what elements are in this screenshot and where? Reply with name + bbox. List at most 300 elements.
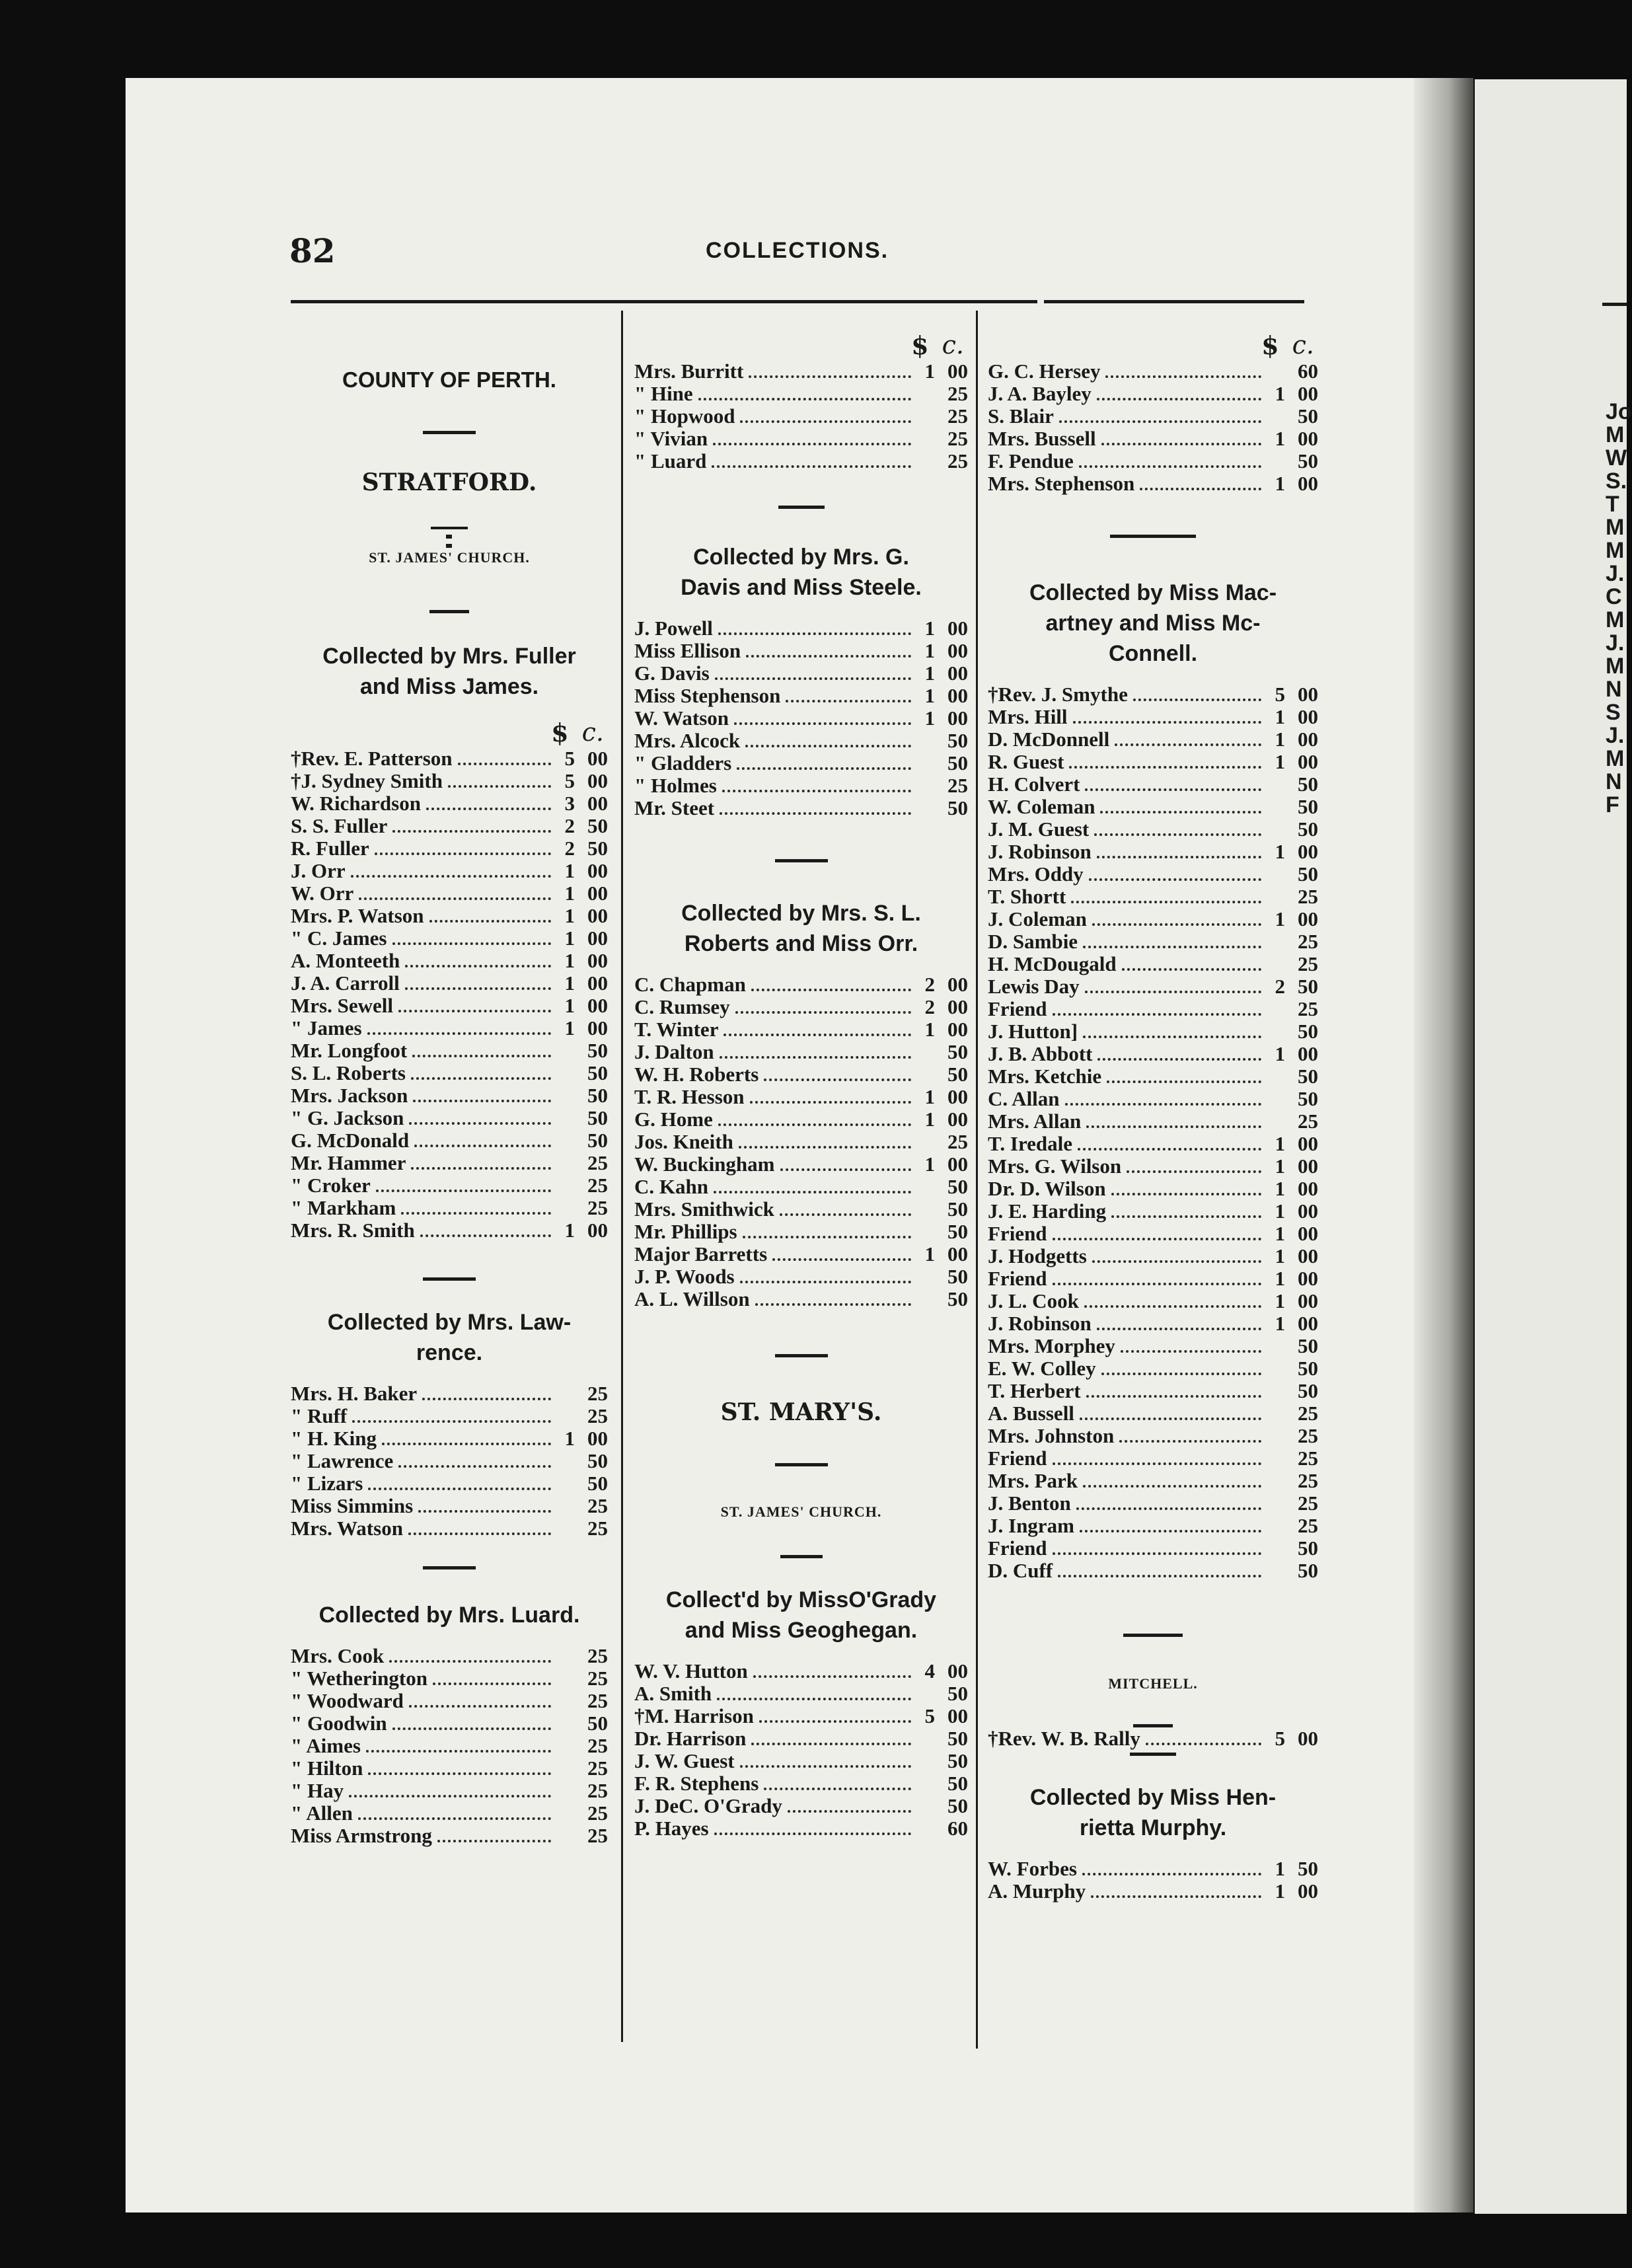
donor-name: J. DeC. O'Grady <box>634 1794 782 1817</box>
leader-dots <box>1119 1440 1261 1443</box>
list-item <box>988 930 1318 953</box>
list-item <box>291 1780 608 1802</box>
amount-cents: 50 <box>587 1712 608 1735</box>
donor-name: " Vivian <box>634 427 708 450</box>
donor-name: P. Hayes <box>634 1817 709 1840</box>
amount-cents: 00 <box>1298 840 1318 863</box>
leader-dots <box>1092 1260 1261 1263</box>
amount-cents: 25 <box>1298 952 1318 975</box>
amount-cents: 50 <box>1298 1065 1318 1088</box>
donor-name: Mrs. Oddy <box>988 862 1084 886</box>
amount-cents: 25 <box>587 1644 608 1667</box>
list-item <box>988 1447 1318 1470</box>
collector-heading: rence. <box>416 1340 483 1365</box>
amount-dollars: 1 <box>1275 1879 1285 1903</box>
list-item <box>988 1537 1318 1560</box>
collector-heading: and Miss Geoghegan. <box>685 1618 918 1643</box>
donor-name: C. Rumsey <box>634 995 730 1018</box>
amount-dollars: 2 <box>564 814 575 837</box>
list-item <box>634 405 968 428</box>
donor-name: " Hopwood <box>634 404 735 428</box>
list-item <box>988 1223 1318 1245</box>
leader-dots <box>713 443 911 445</box>
amount-cents: 50 <box>947 1040 968 1063</box>
donor-name: A. Murphy <box>988 1879 1086 1903</box>
leader-dots <box>1053 1238 1261 1240</box>
list-item <box>291 1152 608 1174</box>
list-item <box>988 773 1318 796</box>
amount-cents: 50 <box>947 1197 968 1221</box>
amount-cents: 00 <box>947 995 968 1018</box>
amount-dollars: 1 <box>564 971 575 995</box>
leader-dots <box>408 1532 551 1535</box>
facing-page-rule <box>1602 303 1627 306</box>
leader-dots <box>1080 1530 1261 1532</box>
donor-name: C. Chapman <box>634 973 746 996</box>
edge-letter: T <box>1606 492 1619 517</box>
list-item <box>634 1018 968 1041</box>
currency-header <box>291 718 608 747</box>
ornament-marks <box>446 535 453 548</box>
leader-dots <box>759 1720 911 1723</box>
list-item <box>634 996 968 1018</box>
leader-dots <box>368 1772 551 1775</box>
donor-name: A. Monteeth <box>291 949 400 972</box>
amount-dollars: 1 <box>1275 728 1285 751</box>
leader-dots <box>409 1122 551 1125</box>
amount-cents: 50 <box>1298 1857 1318 1880</box>
donor-name: " C. James <box>291 926 387 950</box>
amount-cents: 50 <box>1298 449 1318 472</box>
amount-cents: 00 <box>1298 1267 1318 1290</box>
list-item <box>988 360 1318 383</box>
header-rule <box>291 300 1037 303</box>
collector-heading: Collect'd by MissO'Grady <box>665 1587 937 1612</box>
donor-name: Mrs. Stephenson <box>988 472 1135 495</box>
amount-cents: 25 <box>587 1779 608 1802</box>
list-item <box>988 1402 1318 1425</box>
amount-cents: 50 <box>947 1265 968 1288</box>
list-item <box>291 1174 608 1197</box>
amount-dollars: 1 <box>1275 1132 1285 1155</box>
amount-cents: 00 <box>1298 472 1318 495</box>
amount-dollars: 1 <box>924 1153 935 1176</box>
amount-cents: 50 <box>1298 1334 1318 1357</box>
list-item <box>291 972 608 995</box>
column-3 <box>988 330 1318 1903</box>
list-item <box>291 1690 608 1712</box>
amount-cents: 50 <box>947 1794 968 1817</box>
amount-cents: 00 <box>947 359 968 383</box>
leader-dots <box>1146 1743 1261 1745</box>
leader-dots <box>723 1034 911 1036</box>
donor-name: T. Winter <box>634 1018 719 1041</box>
list-item <box>291 950 608 972</box>
leader-dots <box>1121 1350 1261 1353</box>
amount-cents: 25 <box>1298 1514 1318 1537</box>
amount-cents: 25 <box>587 1196 608 1219</box>
county-heading: COUNTY OF PERTH. <box>342 367 556 392</box>
donor-name: J. B. Abbott <box>988 1042 1093 1065</box>
leader-dots <box>1094 833 1261 836</box>
list-item <box>634 617 968 640</box>
amount-cents: 00 <box>947 1108 968 1131</box>
separator-rule <box>431 527 468 529</box>
donor-name: " Ruff <box>291 1404 348 1427</box>
amount-dollars: 1 <box>1275 750 1285 773</box>
leader-dots <box>1111 1193 1261 1195</box>
leader-dots <box>780 1168 912 1171</box>
leader-dots <box>1092 923 1261 926</box>
list-item <box>291 1197 608 1219</box>
edge-letter: S. <box>1606 469 1627 494</box>
list-item <box>291 882 608 905</box>
list-item <box>634 685 968 707</box>
list-item <box>988 1245 1318 1267</box>
cents-sign: c. <box>581 718 604 747</box>
donor-name: " Croker <box>291 1174 371 1197</box>
currency-header <box>634 330 968 360</box>
collector-heading: Collected by Miss Mac- <box>1029 580 1277 605</box>
leader-dots <box>1058 1575 1261 1577</box>
amount-cents: 00 <box>947 973 968 996</box>
amount-dollars: 1 <box>564 882 575 905</box>
amount-cents: 25 <box>947 1130 968 1153</box>
list-item <box>988 1200 1318 1223</box>
leader-dots <box>1083 1485 1261 1488</box>
collection-list <box>988 578 1318 1582</box>
collector-heading: artney and Miss Mc- <box>1045 611 1261 636</box>
amount-dollars: 1 <box>1275 1222 1285 1245</box>
leader-dots <box>411 1077 551 1080</box>
leader-dots <box>720 1056 911 1059</box>
amount-cents: 00 <box>587 1016 608 1040</box>
donor-name: J. W. Guest <box>634 1749 735 1772</box>
leader-dots <box>1140 488 1261 490</box>
amount-dollars: 1 <box>924 1242 935 1266</box>
list-item <box>988 1492 1318 1515</box>
leader-dots <box>1085 991 1261 993</box>
leader-dots <box>764 1078 911 1081</box>
donor-name: Friend <box>988 1536 1047 1560</box>
donor-name: J. Powell <box>634 617 713 640</box>
donor-name: H. McDougald <box>988 952 1117 975</box>
donor-name: Mrs. Johnston <box>988 1424 1115 1447</box>
leader-dots <box>720 812 911 815</box>
amount-dollars: 4 <box>924 1659 935 1682</box>
list-item <box>634 1288 968 1310</box>
edge-letter: N <box>1606 677 1622 702</box>
list-item <box>291 792 608 815</box>
leader-dots <box>398 1010 551 1012</box>
amount-cents: 00 <box>587 747 608 770</box>
list-item <box>291 927 608 950</box>
edge-letter: M <box>1606 422 1625 447</box>
donor-name: Mrs. Watson <box>291 1517 403 1540</box>
leader-dots <box>1079 465 1261 468</box>
donor-name: J. Hodgetts <box>988 1244 1087 1267</box>
donor-name: Mrs. Sewell <box>291 994 393 1017</box>
amount-cents: 50 <box>947 751 968 775</box>
list-item <box>291 1129 608 1152</box>
list-item <box>291 1405 608 1427</box>
list-item <box>988 1155 1318 1178</box>
page-number: 82 <box>289 231 336 270</box>
amount-cents: 00 <box>1298 1132 1318 1155</box>
leader-dots <box>1105 375 1261 378</box>
town-heading: STRATFORD. <box>361 469 537 496</box>
leader-dots <box>755 1303 911 1306</box>
amount-cents: 50 <box>1298 404 1318 428</box>
leader-dots <box>437 1840 551 1842</box>
leader-dots <box>359 897 551 900</box>
amount-dollars: 1 <box>1275 427 1285 450</box>
donor-name: " Aimes <box>291 1734 361 1757</box>
list-item <box>634 383 968 405</box>
donor-name: W. Coleman <box>988 795 1095 818</box>
donor-name: A. Smith <box>634 1682 712 1705</box>
amount-cents: 25 <box>1298 997 1318 1020</box>
amount-cents: 25 <box>947 774 968 797</box>
leader-dots <box>376 1190 551 1192</box>
entry-list <box>988 360 1318 495</box>
amount-cents: 50 <box>587 1039 608 1062</box>
leader-dots <box>1080 1418 1261 1420</box>
donor-name: D. Sambie <box>988 930 1078 953</box>
edge-letter: J. <box>1606 561 1625 586</box>
list-item <box>634 752 968 775</box>
leader-dots <box>751 989 911 991</box>
list-item <box>988 841 1318 863</box>
currency-header <box>988 330 1318 360</box>
amount-cents: 00 <box>587 926 608 950</box>
list-item <box>291 837 608 860</box>
donor-name: " Goodwin <box>291 1712 387 1735</box>
list-item <box>291 1802 608 1825</box>
leader-dots <box>358 1817 551 1820</box>
leader-dots <box>1097 1328 1261 1330</box>
amount-cents: 60 <box>947 1817 968 1840</box>
amount-cents: 50 <box>1298 1020 1318 1043</box>
donor-name: Dr. Harrison <box>634 1727 747 1750</box>
list-item <box>291 770 608 792</box>
amount-cents: 25 <box>1298 930 1318 953</box>
amount-cents: 50 <box>947 1063 968 1086</box>
donor-name: †Rev. W. B. Rally <box>988 1727 1140 1750</box>
list-item <box>634 1772 968 1795</box>
list-item <box>988 751 1318 773</box>
amount-cents: 25 <box>587 1517 608 1540</box>
amount-cents: 00 <box>1298 750 1318 773</box>
amount-dollars: 1 <box>924 662 935 685</box>
leader-dots <box>1076 1507 1261 1510</box>
amount-dollars: 1 <box>924 684 935 707</box>
amount-cents: 50 <box>587 814 608 837</box>
collection-list <box>634 898 968 1310</box>
list-item <box>634 1266 968 1288</box>
edge-letter: W <box>1606 445 1627 471</box>
leader-dots <box>1084 1305 1261 1308</box>
collector-heading: and Miss James. <box>359 674 539 699</box>
amount-cents: 00 <box>947 1085 968 1108</box>
amount-cents: 00 <box>1298 907 1318 930</box>
list-item <box>291 747 608 770</box>
amount-cents: 00 <box>947 1153 968 1176</box>
amount-cents: 25 <box>1298 885 1318 908</box>
list-item <box>291 1427 608 1450</box>
amount-cents: 00 <box>1298 1879 1318 1903</box>
leader-dots <box>1082 1873 1261 1875</box>
leader-dots <box>714 1833 911 1835</box>
amount-dollars: 5 <box>1275 1727 1285 1750</box>
list-item <box>988 1110 1318 1133</box>
leader-dots <box>1115 743 1261 746</box>
list-item <box>634 1176 968 1198</box>
donor-name: H. Colvert <box>988 773 1080 796</box>
amount-dollars: 1 <box>924 706 935 730</box>
donor-name: W. Forbes <box>988 1857 1077 1880</box>
amount-cents: 50 <box>587 1449 608 1472</box>
list-item <box>291 1040 608 1062</box>
leader-dots <box>1097 1058 1261 1061</box>
list-item <box>634 640 968 662</box>
list-item <box>988 1088 1318 1110</box>
donor-name: J. Ingram <box>988 1514 1074 1537</box>
donor-name: W. H. Roberts <box>634 1063 759 1086</box>
list-item <box>291 1645 608 1667</box>
entry-list <box>988 1858 1318 1903</box>
leader-dots <box>788 1810 911 1813</box>
donor-name: Mrs. Jackson <box>291 1084 408 1107</box>
amount-dollars: 1 <box>1275 1042 1285 1065</box>
list-item <box>634 1660 968 1682</box>
leader-dots <box>753 1675 911 1678</box>
amount-cents: 50 <box>947 1682 968 1705</box>
leader-dots <box>1086 1395 1261 1398</box>
amount-cents: 25 <box>1298 1402 1318 1425</box>
amount-cents: 00 <box>1298 1222 1318 1245</box>
list-item <box>634 428 968 450</box>
leader-dots <box>448 785 551 788</box>
donor-name: " G. Jackson <box>291 1106 404 1129</box>
donor-name: Mr. Steet <box>634 796 715 819</box>
donor-name: Mrs. Hill <box>988 705 1068 728</box>
leader-dots <box>389 1660 551 1663</box>
amount-cents: 25 <box>587 1404 608 1427</box>
donor-name: Friend <box>988 1267 1047 1290</box>
list-item <box>988 405 1318 428</box>
amount-cents: 25 <box>1298 1447 1318 1470</box>
amount-cents: 50 <box>587 1106 608 1129</box>
leader-dots <box>405 987 551 990</box>
column-1 <box>291 330 608 1847</box>
town-heading: MITCHELL. <box>1108 1675 1198 1692</box>
donor-name: Mrs. Park <box>988 1469 1078 1492</box>
leader-dots <box>734 722 911 725</box>
leader-dots <box>418 1510 551 1513</box>
donor-name: S. Blair <box>988 404 1054 428</box>
amount-cents: 00 <box>1298 1727 1318 1750</box>
list-item <box>291 1472 608 1495</box>
amount-cents: 00 <box>587 882 608 905</box>
leader-dots <box>764 1788 911 1790</box>
leader-dots <box>420 1234 551 1237</box>
edge-letter: M <box>1606 607 1625 632</box>
amount-cents: 50 <box>947 1287 968 1310</box>
column-divider-1 <box>621 311 623 2042</box>
leader-dots <box>351 875 551 878</box>
donor-name: Mrs. Cook <box>291 1644 385 1667</box>
amount-cents: 50 <box>587 1084 608 1107</box>
list-item <box>988 1425 1318 1447</box>
list-item <box>291 1825 608 1847</box>
amount-dollars: 5 <box>564 747 575 770</box>
leader-dots <box>405 965 551 967</box>
leader-dots <box>413 1100 551 1102</box>
list-item <box>988 1515 1318 1537</box>
leader-dots <box>1122 968 1261 971</box>
edge-letter: M <box>1606 746 1625 771</box>
collection-list <box>291 1307 608 1540</box>
list-item <box>291 1382 608 1405</box>
donor-name: " Woodward <box>291 1689 404 1712</box>
donor-name: Mrs. H. Baker <box>291 1382 418 1405</box>
entry-list <box>988 1727 1318 1750</box>
amount-cents: 50 <box>1298 773 1318 796</box>
amount-dollars: 2 <box>1275 975 1285 998</box>
amount-cents: 00 <box>947 617 968 640</box>
amount-cents: 00 <box>1298 705 1318 728</box>
leader-dots <box>352 1420 551 1423</box>
edge-letter: M <box>1606 515 1625 540</box>
dollar-sign: $ <box>551 718 569 747</box>
list-item <box>634 1705 968 1727</box>
list-item <box>291 1107 608 1129</box>
donor-name: Major Barretts <box>634 1242 768 1266</box>
amount-cents: 25 <box>947 427 968 450</box>
list-item <box>634 1041 968 1063</box>
amount-dollars: 1 <box>1275 472 1285 495</box>
donor-name: W. Buckingham <box>634 1153 775 1176</box>
amount-cents: 00 <box>947 662 968 685</box>
collector-heading: Collected by Miss Hen- <box>1029 1785 1277 1810</box>
donor-name: S. L. Roberts <box>291 1061 406 1084</box>
list-item <box>634 775 968 797</box>
page-title: COLLECTIONS. <box>706 238 889 263</box>
donor-name: W. Orr <box>291 882 354 905</box>
leader-dots <box>1078 1148 1261 1151</box>
amount-cents: 50 <box>587 837 608 860</box>
donor-name: Friend <box>988 1222 1047 1245</box>
list-item <box>988 953 1318 975</box>
list-item <box>291 1017 608 1040</box>
donor-name: E. W. Colley <box>988 1357 1096 1380</box>
leader-dots <box>1069 766 1261 769</box>
amount-cents: 50 <box>587 1129 608 1152</box>
amount-cents: 50 <box>947 1749 968 1772</box>
leader-dots <box>1100 811 1261 813</box>
amount-dollars: 1 <box>1275 840 1285 863</box>
edge-letter: J. <box>1606 723 1625 748</box>
list-item <box>988 1133 1318 1155</box>
amount-dollars: 2 <box>924 973 935 996</box>
donor-name: " Hay <box>291 1779 344 1802</box>
donor-name: G. Home <box>634 1108 713 1131</box>
amount-cents: 00 <box>947 1659 968 1682</box>
leader-dots <box>740 1765 911 1768</box>
donor-name: S. S. Fuller <box>291 814 388 837</box>
list-item <box>291 1712 608 1735</box>
